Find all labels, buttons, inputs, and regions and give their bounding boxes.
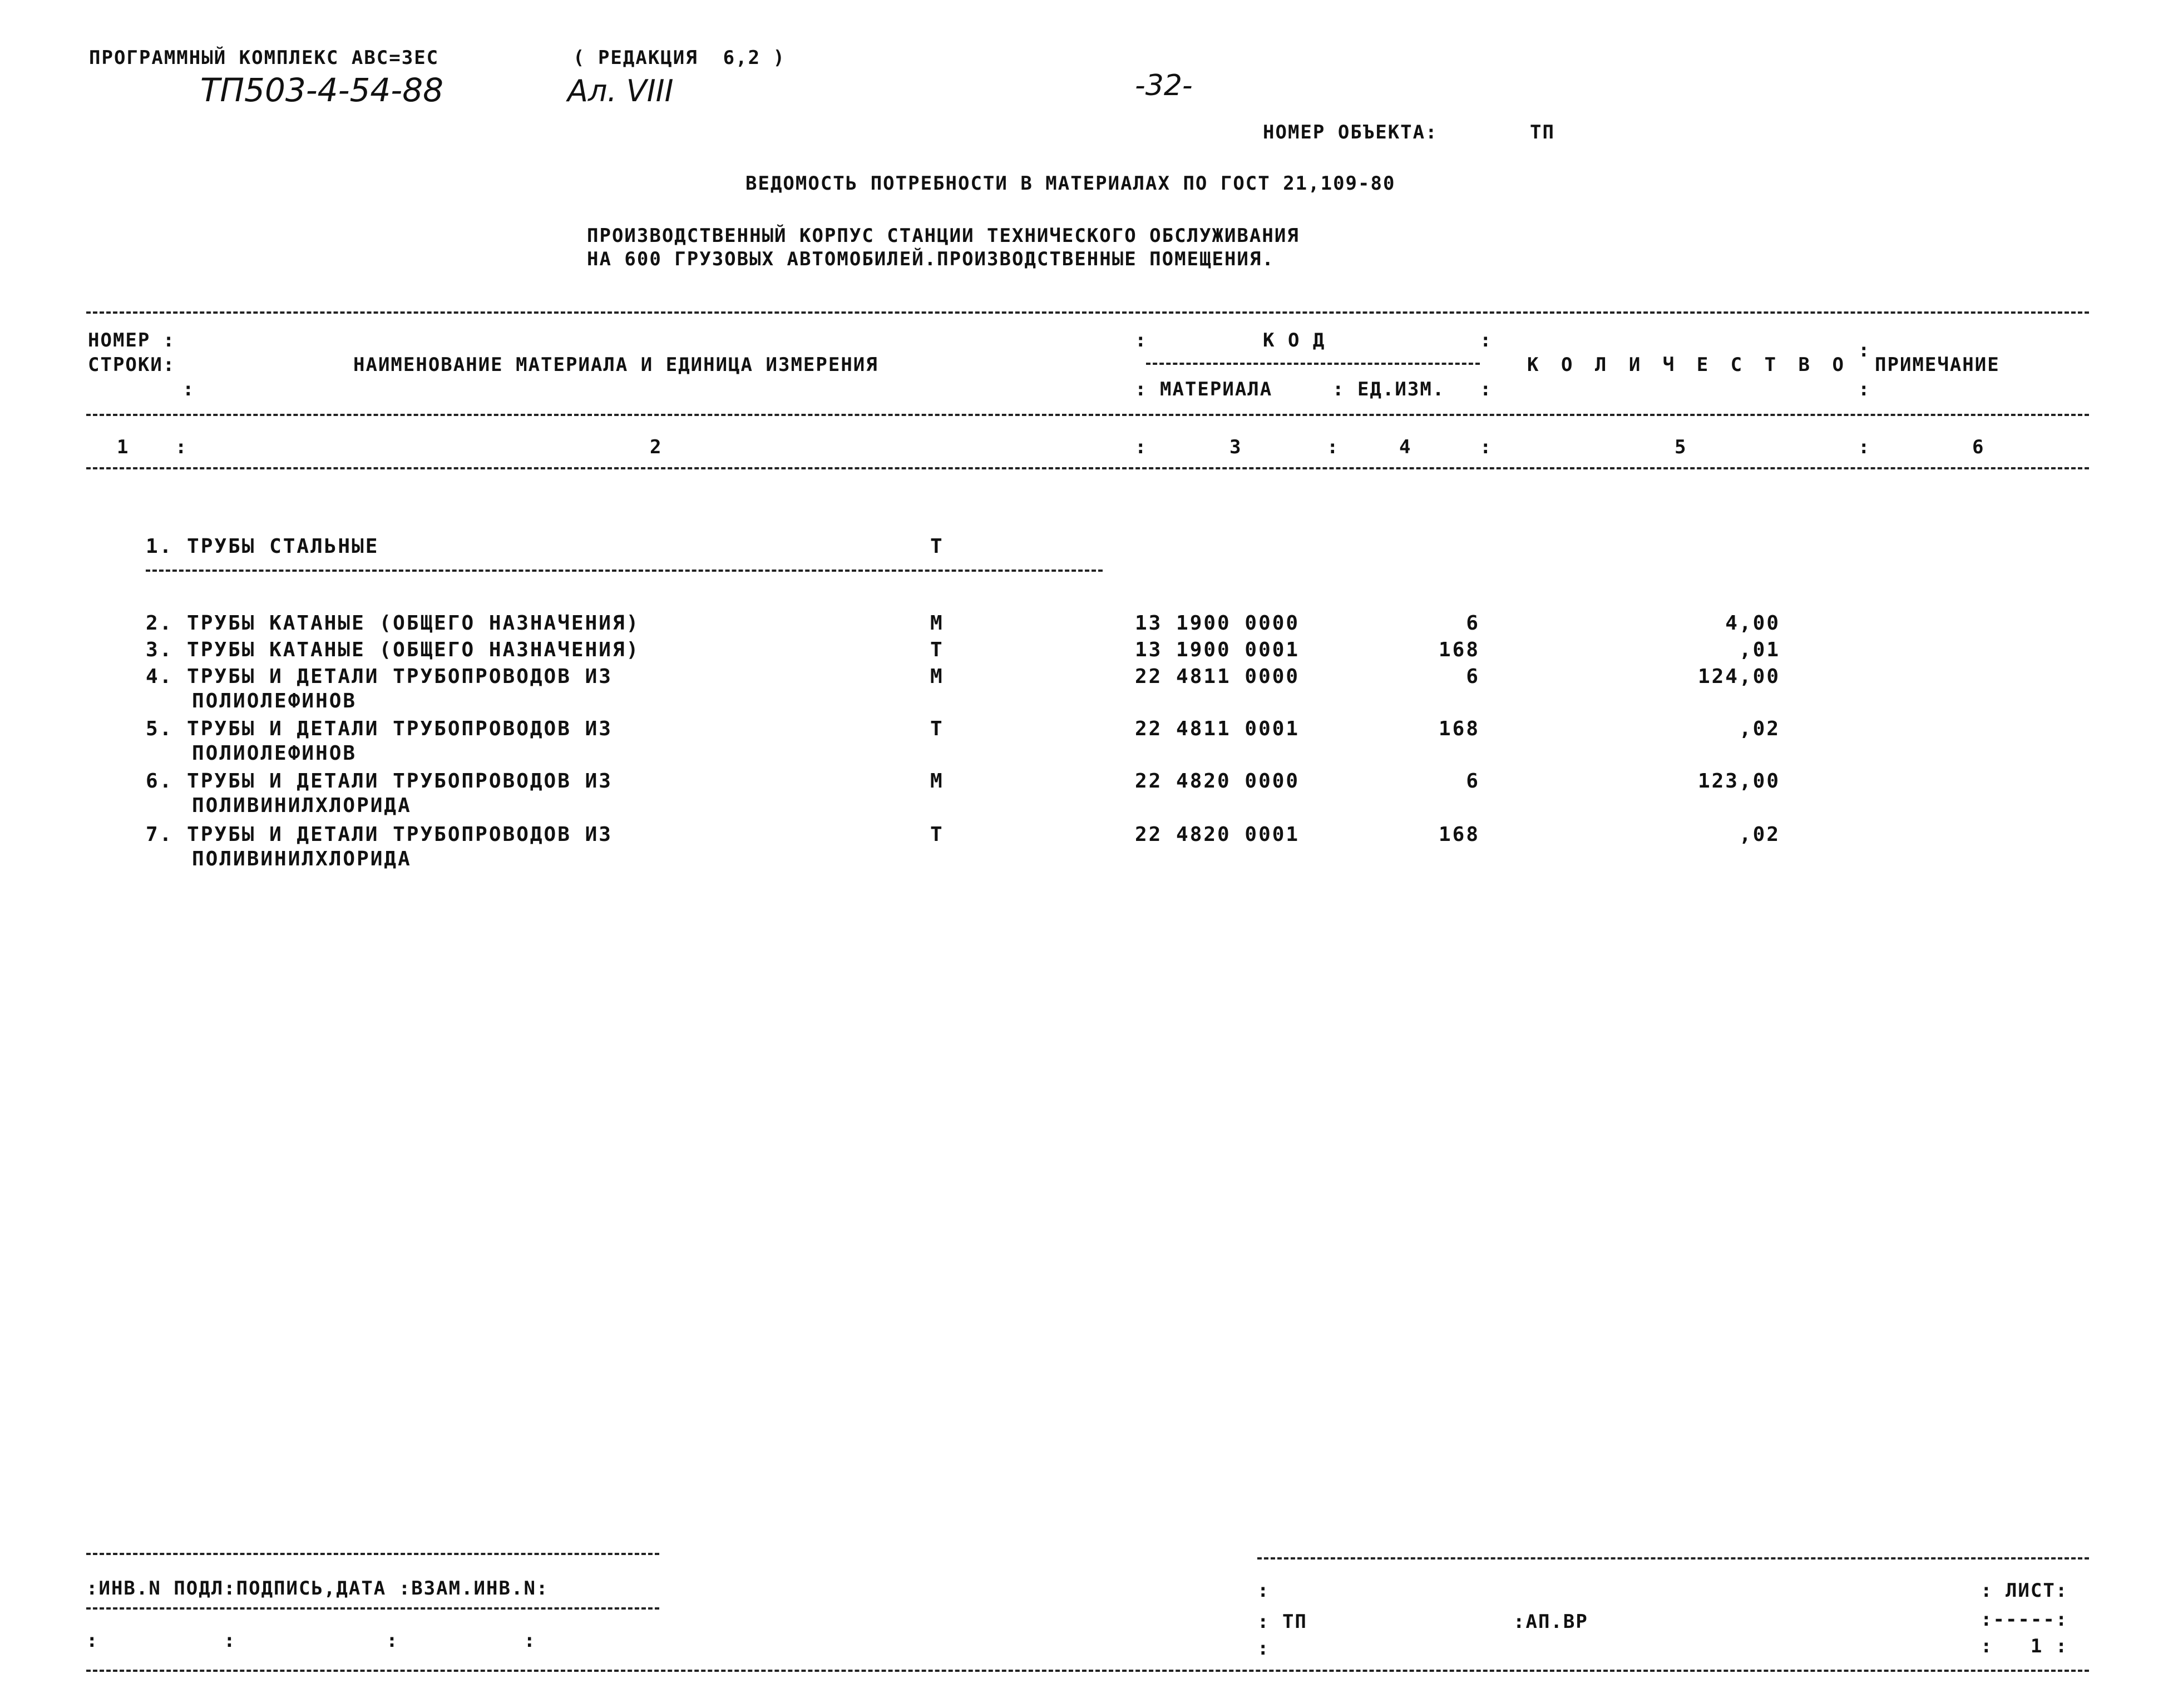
row-material-code: 22 4820 0000 (1135, 770, 1300, 793)
col-sep-c: : (1327, 436, 1340, 458)
footer-sheet-value: : 1 : (1981, 1635, 2068, 1657)
row-material-code: 22 4811 0000 (1135, 665, 1300, 688)
section-underline (146, 570, 1103, 572)
col-qty-header: К О Л И Ч Е С Т В О (1527, 354, 1849, 376)
section-unit: Т (930, 535, 944, 558)
row-unit: Т (930, 823, 944, 846)
row-unit-code: 168 (1438, 823, 1480, 846)
col-note-header: ПРИМЕЧАНИЕ (1875, 354, 2000, 376)
col-sep-d: : (1480, 436, 1493, 458)
row-unit-code: 168 (1438, 717, 1480, 740)
row-name: 5. ТРУБЫ И ДЕТАЛИ ТРУБОПРОВОДОВ ИЗ (146, 717, 613, 740)
col-row-number-header-3: : (182, 378, 195, 400)
row-name: 4. ТРУБЫ И ДЕТАЛИ ТРУБОПРОВОДОВ ИЗ (146, 665, 613, 688)
header-bottom-rule (86, 467, 2089, 469)
col-number-5: 5 (1675, 436, 1687, 458)
row-material-code: 13 1900 0001 (1135, 638, 1300, 661)
row-name-continued: ПОЛИВИНИЛХЛОРИДА (192, 848, 412, 870)
row-name-continued: ПОЛИВИНИЛХЛОРИДА (192, 794, 412, 817)
program-name: ПРОГРАММНЫЙ КОМПЛЕКС АВС=3ЕС (89, 47, 439, 69)
row-name: 6. ТРУБЫ И ДЕТАЛИ ТРУБОПРОВОДОВ ИЗ (146, 770, 613, 793)
page-number: -32- (1135, 69, 1193, 102)
row-name-continued: ПОЛИОЛЕФИНОВ (192, 690, 357, 712)
footer-left-top-rule (86, 1553, 659, 1555)
footer-tp: : ТП (1257, 1611, 1307, 1633)
section-title: 1. ТРУБЫ СТАЛЬНЫЕ (146, 535, 379, 558)
footer-left-mid-rule (86, 1607, 659, 1610)
row-unit-code: 6 (1466, 612, 1480, 635)
col-note-separator: : (1858, 339, 1871, 362)
footer-code: :АП.ВР (1513, 1611, 1588, 1633)
row-quantity: ,02 (1739, 823, 1780, 846)
object-value: ТП (1530, 121, 1555, 143)
row-unit: М (930, 770, 944, 793)
footer-sheet-label: : ЛИСТ: (1981, 1580, 2068, 1602)
code-subrule (1146, 363, 1480, 365)
row-unit: М (930, 612, 944, 635)
footer-sep-1: : (1257, 1580, 1270, 1602)
row-name-continued: ПОЛИОЛЕФИНОВ (192, 742, 357, 765)
col-number-3: 3 (1229, 436, 1242, 458)
footer-right-top-rule (1257, 1557, 2089, 1560)
col-code-sep-3: : (1332, 378, 1345, 400)
row-quantity: ,02 (1739, 717, 1780, 740)
row-quantity: 4,00 (1725, 612, 1780, 635)
col-sep-a: : (175, 436, 188, 458)
col-number-2: 2 (650, 436, 663, 458)
col-code-separator: : (1135, 329, 1148, 351)
project-number: ТП503-4-54-88 (200, 71, 444, 109)
document-subtitle-2: НА 600 ГРУЗОВЫХ АВТОМОБИЛЕЙ.ПРОИЗВОДСТВЕННЫЕ ПОМЕЩЕНИЯ. (587, 248, 1275, 270)
col-note-sep-2: : (1858, 378, 1871, 400)
col-sep-b: : (1135, 436, 1148, 458)
object-label: НОМЕР ОБЪЕКТА: (1263, 121, 1438, 143)
footer-signature-row: : : : : (86, 1630, 536, 1652)
document-subtitle-1: ПРОИЗВОДСТВЕННЫЙ КОРПУС СТАНЦИИ ТЕХНИЧЕСКОГО ОБСЛУЖИВАНИЯ (587, 225, 1300, 247)
col-number-4: 4 (1399, 436, 1412, 458)
col-number-6: 6 (1972, 436, 1985, 458)
table-top-rule (86, 311, 2089, 314)
row-unit-code: 6 (1466, 770, 1480, 793)
col-row-number-header-2: СТРОКИ: (88, 354, 176, 376)
row-unit: Т (930, 638, 944, 661)
row-quantity: ,01 (1739, 638, 1780, 661)
footer-sheet-sep: :-----: (1981, 1608, 2068, 1631)
col-number-1: 1 (117, 436, 130, 458)
document-title: ВЕДОМОСТЬ ПОТРЕБНОСТИ В МАТЕРИАЛАХ ПО ГОСТ 21,109-80 (745, 172, 1396, 195)
row-material-code: 13 1900 0000 (1135, 612, 1300, 635)
row-name: 3. ТРУБЫ КАТАНЫЕ (ОБЩЕГО НАЗНАЧЕНИЯ) (146, 638, 640, 661)
row-name: 2. ТРУБЫ КАТАНЫЕ (ОБЩЕГО НАЗНАЧЕНИЯ) (146, 612, 640, 635)
row-material-code: 22 4820 0001 (1135, 823, 1300, 846)
header-number-rule (86, 414, 2089, 416)
footer-bottom-rule (86, 1670, 2089, 1672)
album-number: Ал. VIII (567, 73, 674, 108)
col-row-number-header-1: НОМЕР : (88, 329, 176, 351)
row-unit-code: 6 (1466, 665, 1480, 688)
col-code-material-header: МАТЕРИАЛА (1160, 378, 1273, 400)
col-name-header: НАИМЕНОВАНИЕ МАТЕРИАЛА И ЕДИНИЦА ИЗМЕРЕНИЯ (353, 354, 878, 376)
row-quantity: 124,00 (1697, 665, 1780, 688)
col-code-header: К О Д (1263, 329, 1326, 351)
col-sep-e: : (1858, 436, 1871, 458)
col-code-separator-right: : (1480, 329, 1493, 351)
edition: ( РЕДАКЦИЯ 6,2 ) (573, 47, 786, 69)
footer-sep-2: : (1257, 1637, 1270, 1660)
row-unit: Т (930, 717, 944, 740)
col-code-sep-4: : (1480, 378, 1493, 400)
row-quantity: 123,00 (1697, 770, 1780, 793)
footer-signature-header: :ИНВ.N ПОДЛ:ПОДПИСЬ,ДАТА :ВЗАМ.ИНВ.N: (86, 1577, 549, 1600)
row-material-code: 22 4811 0001 (1135, 717, 1300, 740)
row-name: 7. ТРУБЫ И ДЕТАЛИ ТРУБОПРОВОДОВ ИЗ (146, 823, 613, 846)
col-code-unit-header: ЕД.ИЗМ. (1357, 378, 1445, 400)
row-unit-code: 168 (1438, 638, 1480, 661)
col-code-sep-2: : (1135, 378, 1148, 400)
row-unit: М (930, 665, 944, 688)
